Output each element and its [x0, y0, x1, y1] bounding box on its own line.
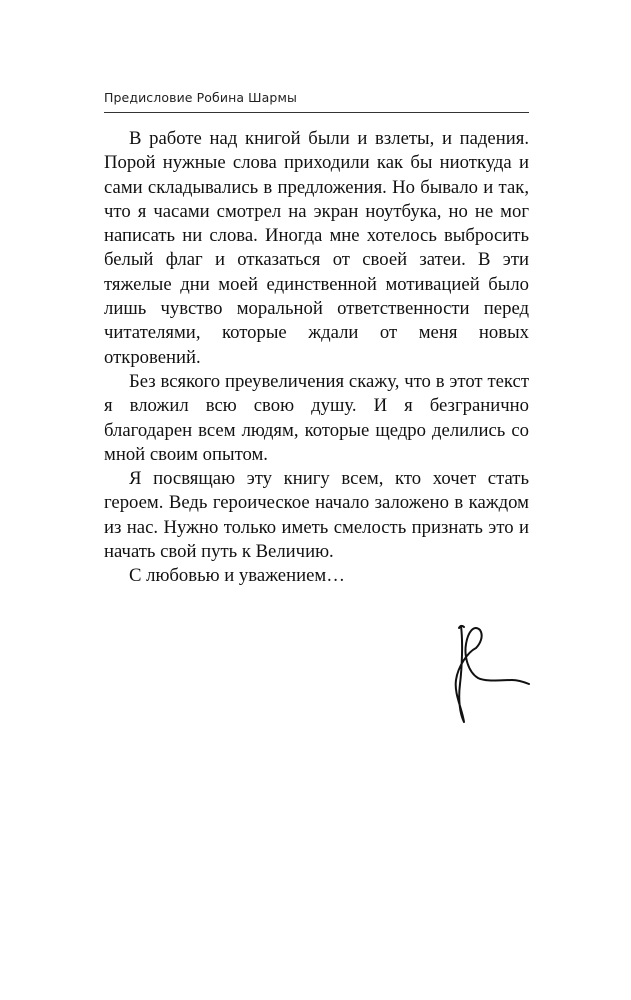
paragraph: Без всякого преувеличения скажу, что в этот текст я вложил всю свою душу. И я безгранично благодарен всем людям, которые щедро делились со мной своим опытом. — [104, 370, 529, 465]
header-divider — [104, 112, 529, 113]
paragraph: Я посвящаю эту книгу всем, кто хочет стать героем. Ведь героическое начало заложено в каждом из нас. Нужно только иметь смелость признать это и начать свой путь к Величию. — [104, 468, 529, 563]
body-text — [104, 127, 529, 589]
paragraph: В работе над книгой были и взлеты, и падения. Порой нужные слова приходили как бы ниоткуда и сами складывались в предложения. Но бывало и так, что я часами смотрел на экран ноутбука, но не мог написать ни слова. Иногда мне хотелось выбросить белый флаг и отказаться от своей затеи. В эти тяжелые дни моей единственной мотивацией было лишь чувство моральной ответственности перед читателями, которые ждали от меня новых откровений. — [104, 128, 529, 368]
running-header-title: Предисловие Робина Шармы — [104, 90, 297, 105]
signature-image — [450, 622, 530, 724]
closing-line: С любовью и уважением… — [129, 565, 345, 587]
